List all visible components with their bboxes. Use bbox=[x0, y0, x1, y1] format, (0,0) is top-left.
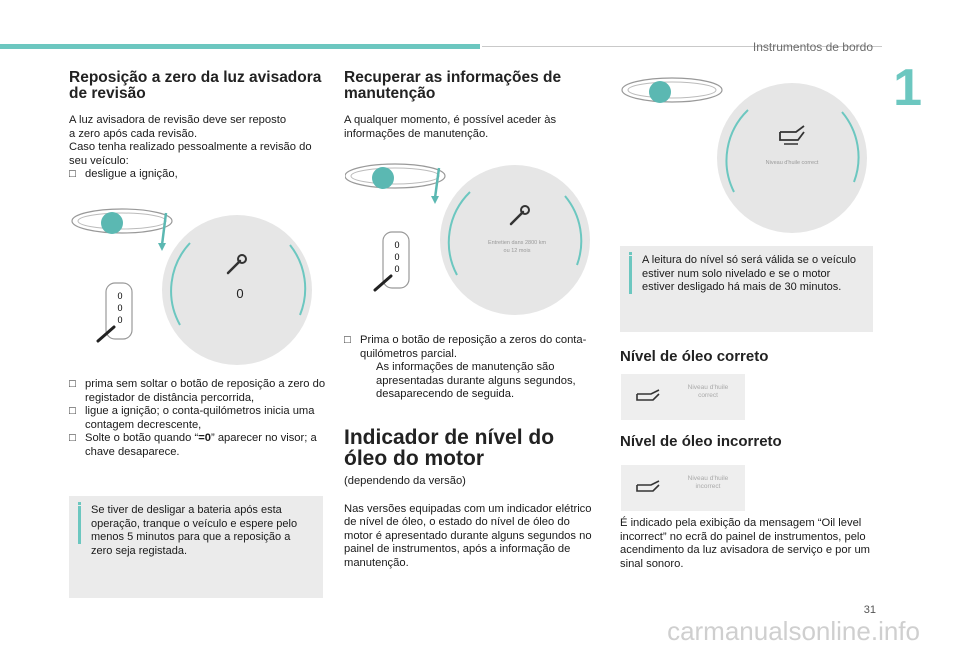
reset-intro bbox=[69, 114, 329, 168]
panel-label: Niveau d'huile correct bbox=[687, 384, 729, 399]
recover-title: Recuperar as informações de manutenção bbox=[344, 69, 562, 102]
bullet-item bbox=[69, 405, 329, 432]
square-bullet-icon: □ bbox=[69, 405, 76, 417]
intro-line: A luz avisadora de revisão deve ser reposto bbox=[69, 114, 287, 126]
bullet-item bbox=[344, 334, 600, 361]
watermark: carmanualsonline.info bbox=[667, 616, 920, 646]
oil-level-illustration bbox=[620, 70, 875, 235]
info-note bbox=[69, 496, 323, 598]
square-bullet-icon: □ bbox=[69, 432, 76, 444]
intro-line: seu veículo: bbox=[69, 154, 129, 167]
col2-top bbox=[344, 70, 600, 141]
info-icon bbox=[78, 502, 81, 505]
stalk-lever-icon bbox=[72, 209, 172, 251]
bullet-item bbox=[69, 432, 329, 459]
odo-digit: 0 bbox=[117, 315, 123, 325]
oil-indicator-body: Nas versões equipadas com um indicador elétrico de nível de óleo, o estado do nível de óleo do motor é apresentado durante alguns segundos no painel de instrumentos, após a informação de manutenção. bbox=[344, 502, 592, 569]
oil-can-icon bbox=[635, 479, 663, 495]
bullet-text: prima sem soltar o botão de reposição a zero do registador de distância percorrida, bbox=[85, 378, 326, 404]
odometer-display bbox=[375, 232, 409, 290]
info-icon bbox=[629, 252, 632, 255]
odo-digit: 0 bbox=[117, 291, 123, 301]
odometer-display bbox=[98, 283, 132, 341]
bullet-item bbox=[69, 168, 329, 182]
display-text: Entretien dans 2800 km bbox=[487, 240, 547, 246]
bullet-item bbox=[69, 378, 329, 405]
bullet-text-bold: =0 bbox=[198, 432, 211, 444]
odo-digit: 0 bbox=[117, 303, 123, 313]
oil-incorrect-panel bbox=[621, 465, 745, 511]
info-icon-bar bbox=[78, 506, 81, 544]
square-bullet-icon: □ bbox=[344, 334, 351, 346]
reset-illustration bbox=[70, 205, 330, 370]
oil-incorrect-title: Nível de óleo incorreto bbox=[620, 433, 782, 450]
bullet-text bbox=[85, 432, 317, 458]
bullet-subtext: As informações de manutenção são apresentadas durante alguns segundos, desaparecendo de seguida. bbox=[376, 361, 576, 400]
version-note: (dependendo da versão) bbox=[344, 475, 466, 487]
display-text: ou 12 mois bbox=[503, 248, 531, 254]
bullet-text: ligue a ignição; o conta-quilómetros inicia uma contagem decrescente, bbox=[85, 405, 315, 431]
info-note bbox=[620, 246, 873, 332]
col2-middle bbox=[344, 334, 600, 402]
note-text: A leitura do nível só será válida se o veículo estiver num solo nivelado e se o motor estiver desligado há mais de 30 minutos. bbox=[642, 254, 857, 293]
odo-digit: 0 bbox=[394, 252, 400, 262]
reset-title: Reposição a zero da luz avisadora de revisão bbox=[69, 69, 322, 102]
oil-can-icon bbox=[635, 388, 663, 404]
section-title: Instrumentos de bordo bbox=[752, 40, 873, 54]
intro-line: Caso tenha realizado pessoalmente a revisão do bbox=[69, 141, 312, 153]
oil-correct-panel bbox=[621, 374, 745, 420]
display-value: 0 bbox=[236, 286, 244, 301]
odo-digit: 0 bbox=[394, 264, 400, 274]
panel-label: Niveau d'huile incorrect bbox=[687, 475, 729, 490]
page-number: 31 bbox=[863, 604, 876, 616]
oil-incorrect-body: É indicado pela exibição da mensagem “Oil level incorrect” no ecrã do painel de instrumentos, pelo acendimento da luz avisadora de serviço e por um sinal sonoro. bbox=[620, 517, 870, 570]
bullet-text: Prima o botão de reposição a zeros do conta-quilómetros parcial. bbox=[360, 334, 587, 360]
odo-digit: 0 bbox=[394, 240, 400, 250]
recover-illustration bbox=[345, 160, 600, 320]
col2-bottom bbox=[344, 427, 600, 570]
oil-indicator-title: Indicador de nível do óleo do motor bbox=[344, 426, 555, 470]
square-bullet-icon: □ bbox=[69, 378, 76, 390]
info-icon-bar bbox=[629, 256, 632, 294]
intro-line: a zero após cada revisão. bbox=[69, 127, 198, 140]
note-text: Se tiver de desligar a bateria após esta operação, tranque o veículo e espere pelo menos 5 minutos para que a reposição a zero seja registada. bbox=[91, 504, 298, 557]
square-bullet-icon: □ bbox=[69, 168, 76, 180]
stalk-lever-icon bbox=[622, 78, 722, 103]
display-text: Niveau d'huile correct bbox=[765, 160, 819, 166]
dial-face bbox=[717, 83, 867, 233]
bullet-text-pre: Solte o botão quando “ bbox=[85, 432, 199, 444]
col1-top bbox=[69, 70, 329, 182]
bullet-text-post: ” aparecer no visor; a chave desaparece. bbox=[85, 432, 317, 458]
chapter-number: 1 bbox=[893, 59, 922, 117]
bullet-text: desligue a ignição, bbox=[85, 168, 178, 180]
col1-bullets bbox=[69, 378, 329, 459]
oil-correct-title: Nível de óleo correto bbox=[620, 348, 769, 365]
recover-intro: A qualquer momento, é possível aceder às informações de manutenção. bbox=[344, 114, 557, 140]
stalk-lever-icon bbox=[345, 164, 445, 204]
header-accent-bar bbox=[0, 44, 480, 49]
